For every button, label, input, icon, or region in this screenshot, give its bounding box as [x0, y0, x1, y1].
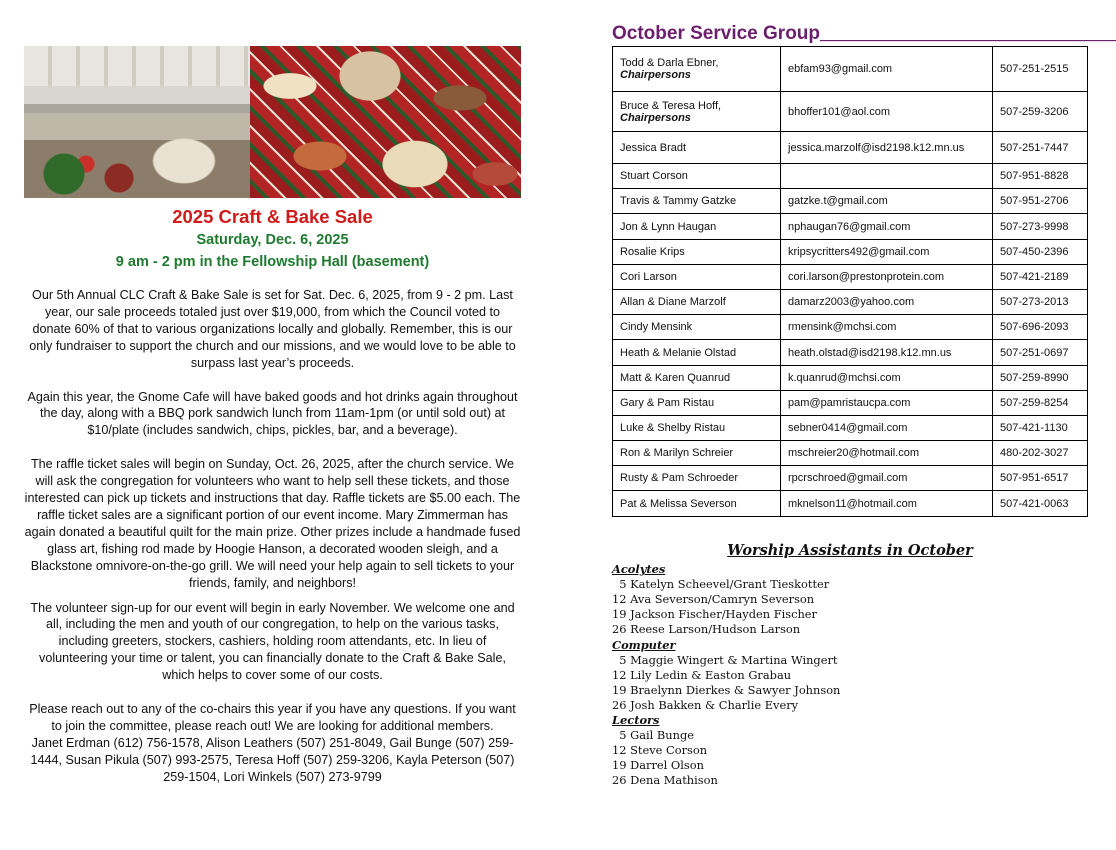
member-email: ebfam93@gmail.com	[781, 47, 993, 92]
worship-role-heading: Computer	[612, 637, 676, 652]
member-name: Bruce & Teresa Hoff,	[620, 99, 722, 112]
member-name: Allan & Diane Marzolf	[620, 296, 726, 308]
sale-time-location: 9 am - 2 pm in the Fellowship Hall (basement)	[115, 254, 430, 270]
worship-assistants	[612, 543, 1088, 789]
volunteer-paragraph: The volunteer sign-up for our event will begin in early November. We welcome one and all, including the men and youth of our congregation, to help on the various tasks, including greeters, stockers, cashiers, holding room attendants, etc. In lieu of volunteering your time or talent, you can financially donate to the Craft & Bake Sale, which helps to cover some of our costs.	[30, 600, 515, 683]
worship-role-heading: Lectors	[612, 713, 660, 728]
member-name-cell	[613, 132, 781, 164]
service-row	[613, 391, 1088, 416]
sale-date: Saturday, Dec. 6, 2025	[196, 232, 349, 248]
worship-assignment: 26 Dena Mathison	[612, 773, 718, 788]
service-group-table	[612, 46, 1088, 517]
worship-assignment: 5 Maggie Wingert & Martina Wingert	[612, 652, 838, 667]
member-name-cell	[613, 416, 781, 441]
member-email: kripsycritters492@gmail.com	[781, 240, 993, 265]
member-phone: 507-951-2706	[993, 189, 1088, 214]
member-phone: 507-273-2013	[993, 290, 1088, 315]
service-row	[613, 315, 1088, 340]
member-name-cell	[613, 265, 781, 290]
service-row	[613, 416, 1088, 441]
member-phone: 507-251-7447	[993, 132, 1088, 164]
worship-assignment: 5 Gail Bunge	[612, 728, 694, 743]
worship-assignment: 12 Ava Severson/Camryn Severson	[612, 592, 815, 607]
member-name-cell	[613, 366, 781, 391]
service-row	[613, 240, 1088, 265]
service-row	[613, 441, 1088, 466]
member-phone: 507-421-1130	[993, 416, 1088, 441]
member-phone: 507-259-8990	[993, 366, 1088, 391]
service-row	[613, 189, 1088, 214]
member-phone: 507-450-2396	[993, 240, 1088, 265]
member-phone: 507-273-9998	[993, 214, 1088, 240]
service-row	[613, 214, 1088, 240]
member-phone: 507-251-0697	[993, 340, 1088, 366]
member-name: Jon & Lynn Haugan	[620, 220, 717, 233]
member-name: Rusty & Pam Schroeder	[620, 472, 738, 484]
service-row	[613, 47, 1088, 92]
member-email: gatzke.t@gmail.com	[781, 189, 993, 214]
worship-assignment: 26 Reese Larson/Hudson Larson	[612, 622, 801, 637]
member-name-cell	[613, 290, 781, 315]
member-email: k.quanrud@mchsi.com	[781, 366, 993, 391]
sale-description	[24, 287, 521, 786]
member-name: Gary & Pam Ristau	[620, 397, 715, 409]
member-phone: 507-696-2093	[993, 315, 1088, 340]
member-email: mknelson11@hotmail.com	[781, 491, 993, 517]
worship-role-heading: Acolytes	[612, 562, 666, 577]
service-row	[613, 92, 1088, 132]
member-phone: 507-259-3206	[993, 92, 1088, 132]
worship-assignment: 26 Josh Bakken & Charlie Every	[612, 697, 799, 712]
service-group-heading	[612, 22, 1116, 46]
service-row	[613, 290, 1088, 315]
sale-paragraph: Our 5th Annual CLC Craft & Bake Sale is set for Sat. Dec. 6, 2025, from 9 - 2 pm. Last year, our sale proceeds totaled just over $19,000, from which the Council voted to donate 60% of that to various organizations locally and globally. Remember, this is our only fundraiser to support the church and our missions, and we would love to be able to surpass last year’s proceeds.	[29, 288, 516, 370]
member-email: damarz2003@yahoo.com	[781, 290, 993, 315]
member-email: rpcrschroed@gmail.com	[781, 466, 993, 491]
member-name-cell	[613, 47, 781, 92]
cafe-paragraph: Again this year, the Gnome Cafe will have baked goods and hot drinks again throughout the day, along with a BBQ pork sandwich lunch from 11am-1pm (or until sold out) at $10/plate (includes sandwich, chips, pickles, bar, and a beverage).	[27, 389, 518, 438]
member-name: Todd & Darla Ebner,	[620, 57, 719, 69]
member-name-cell	[613, 189, 781, 214]
member-name: Rosalie Krips	[620, 246, 685, 258]
sale-photos	[24, 46, 521, 198]
member-phone: 507-951-8828	[993, 164, 1088, 189]
member-phone: 507-259-8254	[993, 391, 1088, 416]
member-name: Jessica Bradt	[620, 141, 687, 154]
member-name: Matt & Karen Quanrud	[620, 372, 731, 384]
worship-assignment: 19 Jackson Fischer/Hayden Fischer	[612, 607, 817, 622]
member-phone: 507-951-6517	[993, 466, 1088, 491]
worship-title: Worship Assistants in October	[727, 542, 973, 559]
member-name-cell	[613, 315, 781, 340]
service-section	[612, 22, 1116, 789]
contact-paragraph: Please reach out to any of the co-chairs this year if you have any questions. If you want to join the committee, please reach out! We are looking for additional members.	[29, 702, 516, 733]
member-phone: 507-251-2515	[993, 47, 1088, 92]
member-name-cell	[613, 340, 781, 366]
worship-assignment: 19 Braelynn Dierkes & Sawyer Johnson	[612, 682, 841, 697]
member-email: nphaugan76@gmail.com	[781, 214, 993, 240]
chairperson-label: Chairpersons	[620, 111, 691, 124]
service-row	[613, 366, 1088, 391]
member-name-cell	[613, 441, 781, 466]
sale-title: 2025 Craft & Bake Sale	[172, 206, 373, 227]
member-name: Stuart Corson	[620, 170, 688, 182]
member-name-cell	[613, 164, 781, 189]
worship-assignment: 5 Katelyn Scheevel/Grant Tieskotter	[612, 577, 830, 592]
member-email	[781, 164, 993, 189]
member-email: pam@pamristaucpa.com	[781, 391, 993, 416]
member-name: Heath & Melanie Olstad	[620, 346, 737, 359]
member-name: Cindy Mensink	[620, 321, 693, 333]
member-email: sebner0414@gmail.com	[781, 416, 993, 441]
member-email: mschreier20@hotmail.com	[781, 441, 993, 466]
member-name: Luke & Shelby Ristau	[620, 422, 726, 434]
service-row	[613, 265, 1088, 290]
worship-assignment: 19 Darrel Olson	[612, 758, 704, 773]
service-group-title: October Service Group	[612, 23, 821, 44]
chairperson-label: Chairpersons	[620, 69, 691, 81]
member-name-cell	[613, 214, 781, 240]
member-phone: 507-421-2189	[993, 265, 1088, 290]
co-chairs-list: Janet Erdman (612) 756-1578, Alison Leathers (507) 251-8049, Gail Bunge (507) 259-1444, Susan Pikula (507) 993-2575, Teresa Hoff (507) 259-3206, Kayla Peterson (507) 259-1504, Lori Winkels (507) 273-9799	[30, 735, 515, 784]
service-row	[613, 132, 1088, 164]
service-row	[613, 491, 1088, 517]
raffle-paragraph: The raffle ticket sales will begin on Sunday, Oct. 26, 2025, after the church service. We will ask the congregation for volunteers who want to help sell these tickets, and those interested can pick up tickets and instructions that day. Raffle tickets are $5.00 each. The raffle ticket sales are a significant portion of our event income. Mary Zimmerman has again donated a beautiful quilt for the main prize. Other prizes include a handmade fused glass art, fishing rod made by Hoogie Hanson, a decorated wooden sleigh, and a Blackstone omnivore-on-the-go grill. We will need your help again to sell tickets to your friends, family, and neighbors!	[24, 457, 521, 590]
member-name-cell	[613, 92, 781, 132]
member-email: cori.larson@prestonprotein.com	[781, 265, 993, 290]
member-name: Ron & Marilyn Schreier	[620, 447, 734, 459]
worship-assignment: 12 Steve Corson	[612, 743, 708, 758]
member-name: Cori Larson	[620, 271, 677, 283]
heading-rule: ____________________________	[820, 23, 1116, 44]
service-row	[613, 340, 1088, 366]
member-phone: 480-202-3027	[993, 441, 1088, 466]
service-row	[613, 466, 1088, 491]
member-name-cell	[613, 240, 781, 265]
member-name-cell	[613, 491, 781, 517]
member-email: jessica.marzolf@isd2198.k12.mn.us	[781, 132, 993, 164]
service-row	[613, 164, 1088, 189]
member-name: Pat & Melissa Severson	[620, 497, 737, 510]
baked-goods-photo	[250, 46, 521, 198]
member-email: bhoffer101@aol.com	[781, 92, 993, 132]
member-name-cell	[613, 391, 781, 416]
sale-room-photo	[24, 46, 250, 198]
member-name-cell	[613, 466, 781, 491]
worship-assignment: 12 Lily Ledin & Easton Grabau	[612, 667, 792, 682]
member-email: rmensink@mchsi.com	[781, 315, 993, 340]
member-phone: 507-421-0063	[993, 491, 1088, 517]
member-name: Travis & Tammy Gatzke	[620, 195, 737, 207]
member-email: heath.olstad@isd2198.k12.mn.us	[781, 340, 993, 366]
craft-sale-section	[24, 46, 521, 803]
